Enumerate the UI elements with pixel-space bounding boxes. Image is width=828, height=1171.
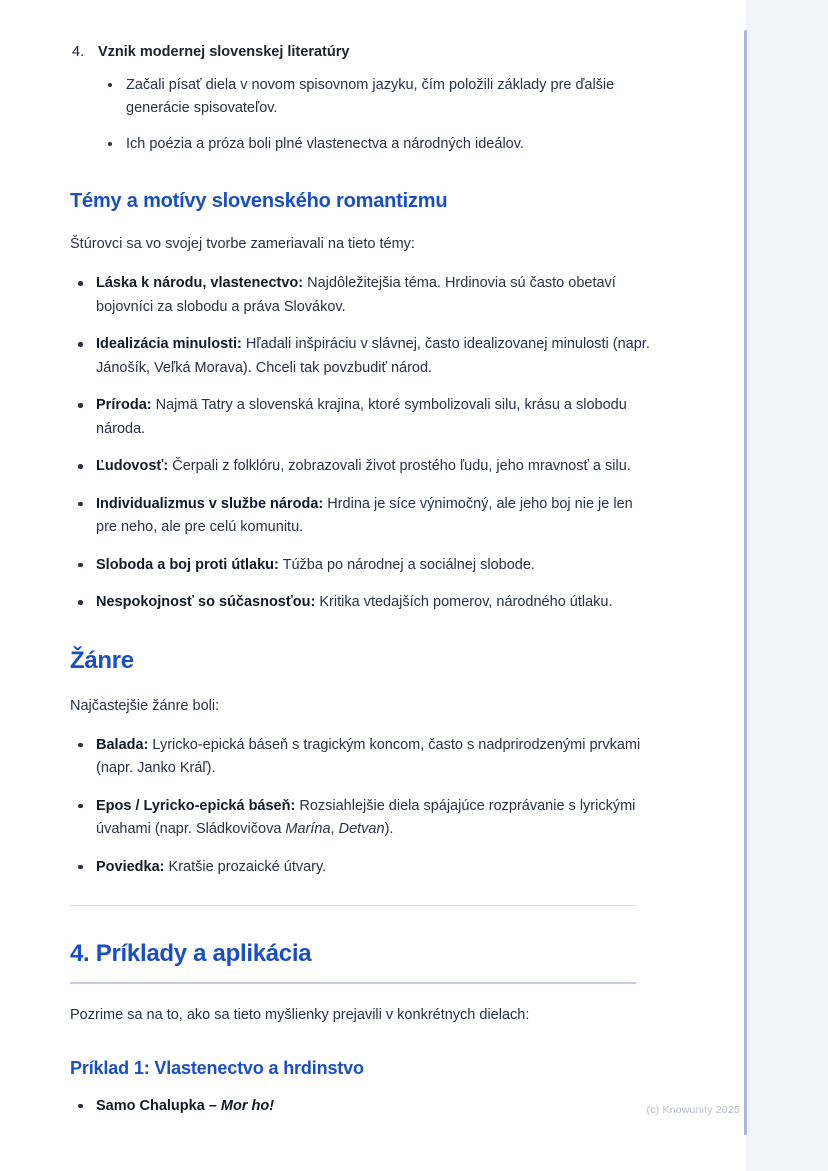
page-scroll-indicator[interactable] — [744, 30, 747, 1135]
list-item — [70, 333, 650, 380]
term-label: Epos / Lyricko-epická báseň: — [96, 797, 296, 814]
list-item — [70, 272, 650, 319]
list-item: Ich poézia a próza boli plné vlastenectva a národných ideálov. — [98, 133, 650, 156]
term-label: Poviedka: — [96, 858, 165, 875]
term-text: Najmä Tatry a slovenská krajina, ktoré symbolizovali silu, krásu a slobodu národa. — [96, 397, 627, 437]
sub-bullet-list — [98, 74, 650, 156]
section-divider — [70, 905, 636, 906]
term-text: Túžba po národnej a sociálnej slobode. — [278, 556, 535, 573]
term-text: Najdôležitejšia téma. Hrdinovia sú často obetaví bojovníci za slobodu a práva Slovákov. — [96, 275, 616, 315]
term-label: Láska k národu, vlastenectvo: — [96, 275, 304, 292]
numbered-list-item — [70, 42, 650, 156]
term-text: Hľadali inšpiráciu v slávnej, často idealizovanej minulosti (napr. Jánošík, Veľká Morava). Chceli tak povzbudiť národ. — [96, 336, 650, 376]
examples-heading-block — [70, 940, 650, 984]
page-side-panel — [746, 0, 828, 1171]
term-label: Idealizácia minulosti: — [96, 336, 242, 353]
document-content — [70, 0, 650, 1132]
term-label: Individualizmus v službe národa: — [96, 495, 324, 512]
term-label: Príroda: — [96, 397, 152, 414]
list-item — [70, 493, 650, 540]
term-label: Sloboda a boj proti útlaku: — [96, 556, 279, 573]
list-item — [70, 1095, 650, 1118]
term-text: Kratšie prozaické útvary. — [164, 858, 327, 875]
section-heading-examples: 4. Príklady a aplikácia — [70, 940, 312, 968]
section-heading-genres: Žánre — [70, 646, 134, 674]
work-title-italic: Marína — [285, 821, 331, 838]
term-text: Kritika vtedajších pomerov, národného útlaku. — [315, 594, 613, 611]
list-item — [70, 856, 650, 879]
term-text-tail: ). — [384, 821, 394, 838]
genres-list — [70, 734, 650, 879]
term-label: Nespokojnosť so súčasnosťou: — [96, 594, 316, 611]
list-item — [70, 591, 650, 614]
themes-list — [70, 272, 650, 614]
list-item — [70, 554, 650, 577]
term-text: Rozsiahlejšie diela spájajúce rozprávanie s lyrickými úvahami (napr. Sládkovičova — [96, 797, 636, 838]
heading-underline — [70, 982, 636, 984]
list-item-title: Vznik modernej slovenskej literatúry — [98, 44, 350, 60]
term-text: Lyricko-epická báseň s tragickým koncom, často s nadprirodzenými prvkami (napr. Janko Kráľ). — [96, 736, 641, 777]
term-label: Balada: — [96, 736, 149, 753]
examples-intro-text: Pozrime sa na to, ako sa tieto myšlienky prejavili v konkrétnych dielach: — [70, 1007, 530, 1024]
term-text: Hrdina je síce výnimočný, ale jeho boj nie je len pre neho, ale pre celú komunitu. — [96, 495, 633, 536]
list-item — [70, 795, 650, 842]
copyright-notice: (c) Knowunity 2025 — [646, 1104, 740, 1116]
work-title-italic: Mor ho! — [220, 1097, 275, 1114]
subsection-heading-example-1: Príklad 1: Vlastenectvo a hrdinstvo — [70, 1057, 364, 1078]
list-item — [70, 455, 650, 478]
list-item — [70, 394, 650, 441]
term-text-mid: , — [330, 821, 339, 838]
themes-intro-text: Štúrovci sa vo svojej tvorbe zameriavali na tieto témy: — [70, 236, 415, 253]
author-label: Samo Chalupka – — [96, 1097, 221, 1114]
list-item: Začali písať diela v novom spisovnom jazyku, čím položili základy pre ďalšie generácie spisovateľov. — [98, 74, 650, 121]
list-item-number: 4. — [72, 44, 85, 60]
work-title-italic: Detvan — [338, 821, 385, 838]
list-item — [70, 734, 650, 781]
term-label: Ľudovosť: — [96, 458, 169, 475]
section-heading-themes: Témy a motívy slovenského romantizmu — [70, 190, 448, 213]
examples-list — [70, 1095, 650, 1118]
term-text: Čerpali z folklóru, zobrazovali život prostého ľudu, jeho mravnosť a silu. — [168, 458, 631, 475]
genres-intro-text: Najčastejšie žánre boli: — [70, 697, 220, 714]
